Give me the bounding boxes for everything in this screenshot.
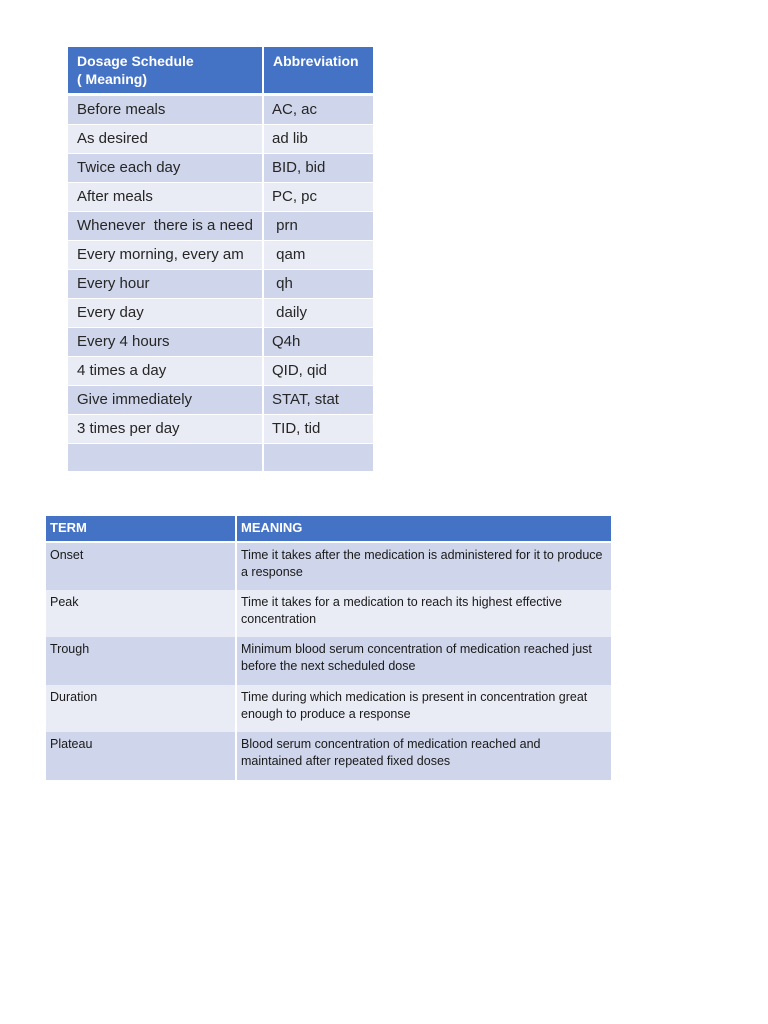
abbreviation-cell: AC, ac bbox=[263, 94, 373, 124]
term-cell: Plateau bbox=[46, 732, 236, 780]
dosage-schedule-cell: As desired bbox=[68, 124, 263, 153]
table-row bbox=[68, 269, 373, 298]
table-row bbox=[46, 542, 611, 590]
abbreviation-cell: prn bbox=[263, 211, 373, 240]
meaning-cell: Time it takes for a medication to reach its highest effective concentration bbox=[236, 590, 611, 638]
table-header-row bbox=[46, 516, 611, 542]
abbreviation-cell: STAT, stat bbox=[263, 385, 373, 414]
column-header-dosage-schedule: Dosage Schedule ( Meaning) bbox=[68, 47, 263, 94]
term-cell: Trough bbox=[46, 637, 236, 685]
meaning-cell: Minimum blood serum concentration of medication reached just before the next scheduled dose bbox=[236, 637, 611, 685]
dosage-schedule-cell: Twice each day bbox=[68, 153, 263, 182]
dosage-schedule-cell: Whenever there is a need bbox=[68, 211, 263, 240]
meaning-cell: Time during which medication is present in concentration great enough to produce a response bbox=[236, 685, 611, 733]
abbreviation-cell: PC, pc bbox=[263, 182, 373, 211]
table-row bbox=[68, 153, 373, 182]
table-row bbox=[46, 732, 611, 780]
column-header-meaning: MEANING bbox=[236, 516, 611, 542]
table-row bbox=[46, 590, 611, 638]
table-row bbox=[68, 414, 373, 443]
table-row bbox=[68, 182, 373, 211]
abbreviation-cell: daily bbox=[263, 298, 373, 327]
table-row bbox=[68, 124, 373, 153]
abbreviation-cell: QID, qid bbox=[263, 356, 373, 385]
dosage-schedule-cell: After meals bbox=[68, 182, 263, 211]
term-cell: Peak bbox=[46, 590, 236, 638]
table-row bbox=[68, 211, 373, 240]
pharmacokinetic-terms-table bbox=[46, 516, 611, 780]
meaning-cell: Blood serum concentration of medication reached and maintained after repeated fixed doses bbox=[236, 732, 611, 780]
dosage-schedule-cell: Every 4 hours bbox=[68, 327, 263, 356]
abbreviation-cell: Q4h bbox=[263, 327, 373, 356]
table-row bbox=[68, 298, 373, 327]
table-row bbox=[68, 94, 373, 124]
term-cell: Onset bbox=[46, 542, 236, 590]
column-header-abbreviation: Abbreviation bbox=[263, 47, 373, 94]
dosage-schedule-cell: Every hour bbox=[68, 269, 263, 298]
table-row bbox=[46, 685, 611, 733]
abbreviation-cell bbox=[263, 443, 373, 472]
table-row bbox=[68, 327, 373, 356]
dosage-schedule-cell: Every day bbox=[68, 298, 263, 327]
abbreviation-cell: qam bbox=[263, 240, 373, 269]
dosage-schedule-cell: 3 times per day bbox=[68, 414, 263, 443]
term-cell: Duration bbox=[46, 685, 236, 733]
dosage-schedule-cell: Give immediately bbox=[68, 385, 263, 414]
table-row bbox=[68, 385, 373, 414]
table-row bbox=[68, 240, 373, 269]
table-header-row bbox=[68, 47, 373, 94]
dosage-schedule-cell: 4 times a day bbox=[68, 356, 263, 385]
dosage-schedule-cell: Before meals bbox=[68, 94, 263, 124]
column-header-term: TERM bbox=[46, 516, 236, 542]
table-row bbox=[68, 443, 373, 472]
dosage-schedule-cell: Every morning, every am bbox=[68, 240, 263, 269]
meaning-cell: Time it takes after the medication is administered for it to produce a response bbox=[236, 542, 611, 590]
abbreviation-cell: ad lib bbox=[263, 124, 373, 153]
dosage-schedule-table bbox=[68, 47, 373, 472]
abbreviation-cell: BID, bid bbox=[263, 153, 373, 182]
abbreviation-cell: TID, tid bbox=[263, 414, 373, 443]
table-row bbox=[68, 356, 373, 385]
table-row bbox=[46, 637, 611, 685]
dosage-schedule-cell bbox=[68, 443, 263, 472]
abbreviation-cell: qh bbox=[263, 269, 373, 298]
